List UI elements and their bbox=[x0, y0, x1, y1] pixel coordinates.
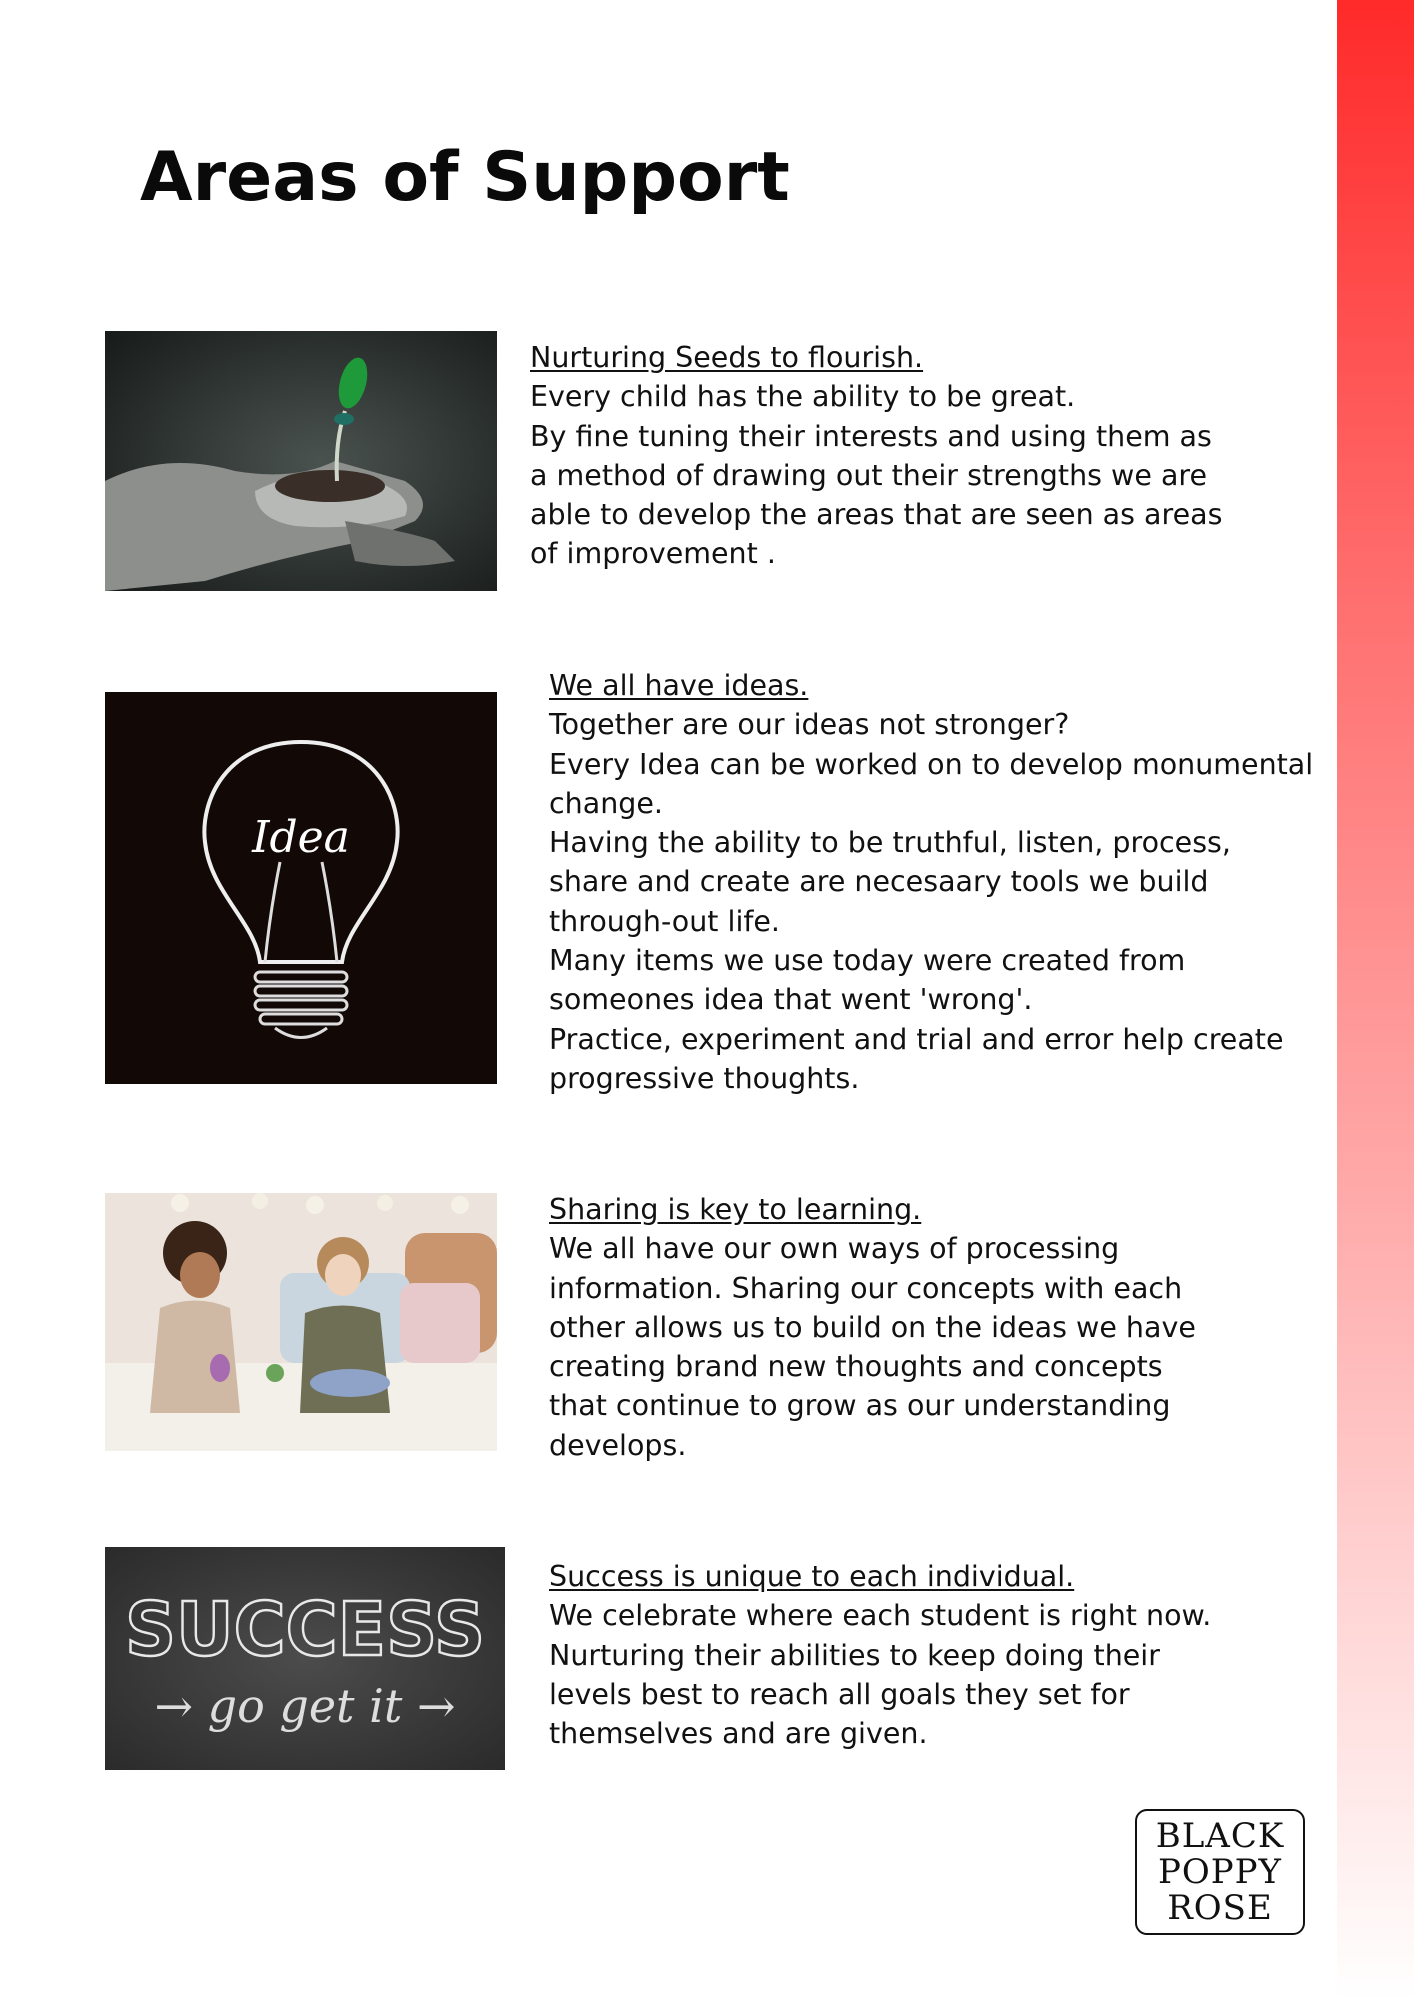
section-line: other allows us to build on the ideas we have bbox=[549, 1310, 1196, 1344]
section-text-success bbox=[549, 1557, 1211, 1753]
section-line: that continue to grow as our understanding bbox=[549, 1389, 1171, 1423]
section-text-sharing bbox=[549, 1190, 1196, 1465]
red-gradient-side-bar bbox=[1337, 0, 1414, 2000]
children-sharing-photo bbox=[105, 1193, 497, 1451]
logo-line: BLACK bbox=[1155, 1816, 1285, 1856]
section-line: creating brand new thoughts and concepts bbox=[549, 1350, 1163, 1384]
section-line: Every Idea can be worked on to develop monumental bbox=[549, 747, 1314, 781]
section-text-nurturing bbox=[530, 338, 1222, 574]
section-line: change. bbox=[549, 786, 663, 820]
section-line: Together are our ideas not stronger? bbox=[549, 708, 1070, 742]
section-heading: Nurturing Seeds to flourish. bbox=[530, 341, 924, 374]
section-line: We celebrate where each student is right now. bbox=[549, 1599, 1212, 1633]
section-line: Nurturing their abilities to keep doing their bbox=[549, 1638, 1160, 1672]
section-line: Having the ability to be truthful, listen, process, bbox=[549, 826, 1231, 860]
idea-bulb-word: Idea bbox=[252, 812, 350, 863]
idea-light-bulb-image bbox=[105, 692, 497, 1084]
chalkboard-success-word: SUCCESS bbox=[125, 1587, 485, 1673]
section-line: a method of drawing out their strengths we are bbox=[530, 458, 1208, 492]
section-heading: Sharing is key to learning. bbox=[549, 1193, 922, 1226]
section-line: develops. bbox=[549, 1428, 687, 1462]
page-title: Areas of Support bbox=[140, 138, 790, 217]
section-line: Every child has the ability to be great. bbox=[530, 380, 1076, 414]
section-line: through-out life. bbox=[549, 904, 780, 938]
section-line: someones idea that went 'wrong'. bbox=[549, 983, 1033, 1017]
section-line: levels best to reach all goals they set for bbox=[549, 1677, 1130, 1711]
section-line: Practice, experiment and trial and error help create bbox=[549, 1022, 1284, 1056]
section-heading: Success is unique to each individual. bbox=[549, 1560, 1075, 1593]
section-line: of improvement . bbox=[530, 537, 776, 571]
section-line: We all have our own ways of processing bbox=[549, 1232, 1120, 1266]
success-chalkboard-image bbox=[105, 1547, 505, 1770]
section-line: share and create are necesaary tools we build bbox=[549, 865, 1209, 899]
section-line: information. Sharing our concepts with each bbox=[549, 1271, 1183, 1305]
section-heading: We all have ideas. bbox=[549, 669, 809, 702]
seedling-in-hands-photo bbox=[105, 331, 497, 591]
section-line: progressive thoughts. bbox=[549, 1061, 860, 1095]
section-line: By fine tuning their interests and using them as bbox=[530, 419, 1212, 453]
section-line: Many items we use today were created from bbox=[549, 944, 1186, 978]
black-poppy-rose-logo bbox=[1135, 1809, 1305, 1935]
section-line: themselves and are given. bbox=[549, 1717, 928, 1751]
logo-line: POPPY bbox=[1158, 1852, 1282, 1892]
logo-line: ROSE bbox=[1167, 1888, 1273, 1928]
section-line: able to develop the areas that are seen as areas bbox=[530, 498, 1223, 532]
chalkboard-go-get-it: → go get it → bbox=[154, 1679, 456, 1733]
section-text-ideas bbox=[549, 666, 1313, 1098]
